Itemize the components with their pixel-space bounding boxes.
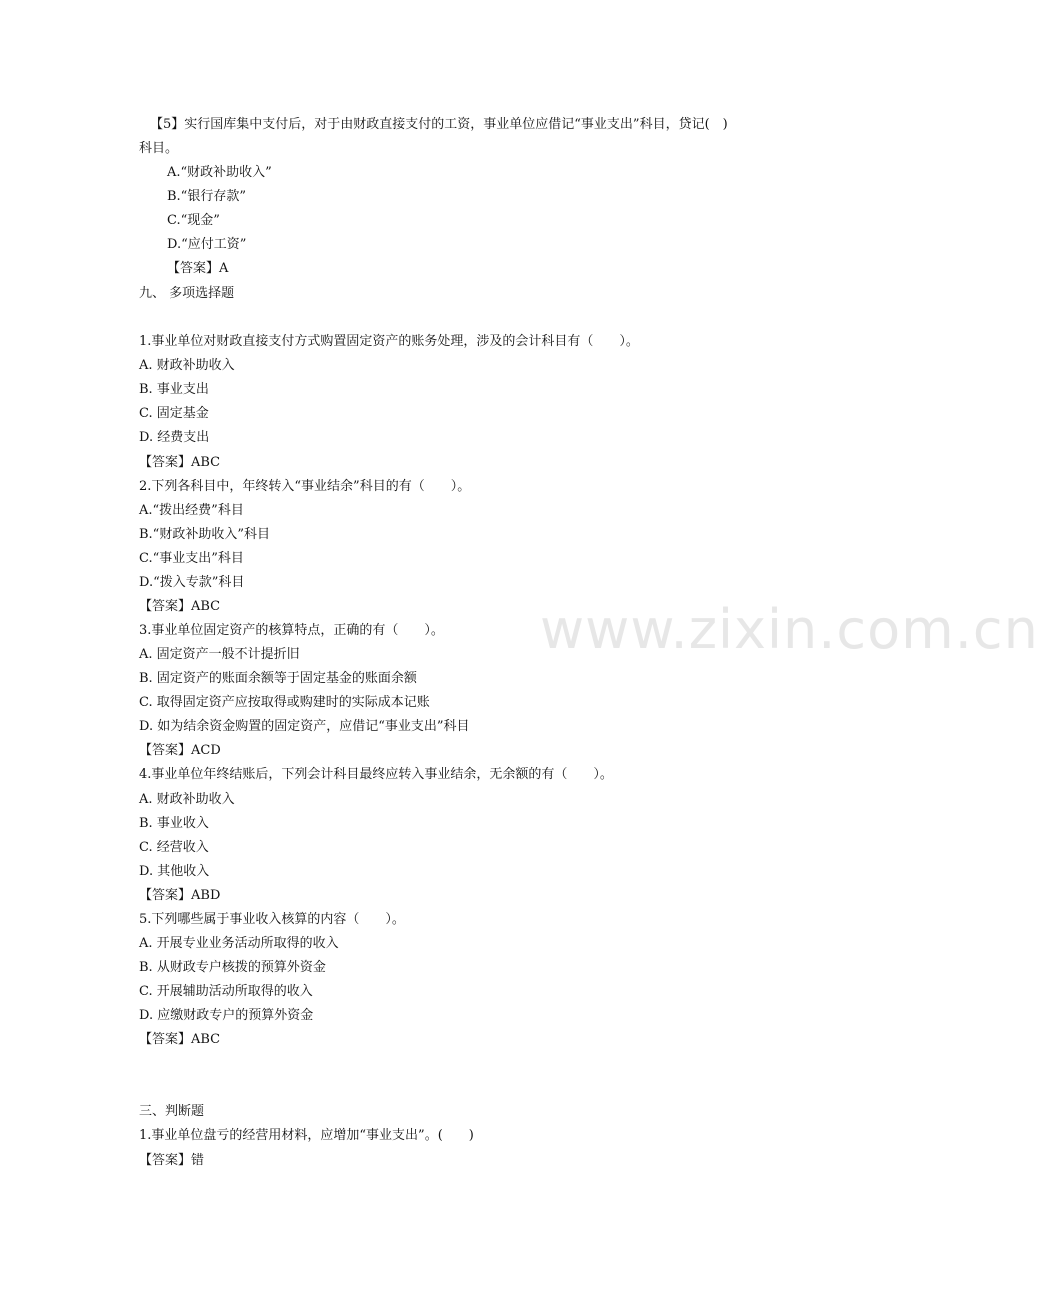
option-b: B. 固定资产的账面余额等于固定基金的账面余额 — [139, 671, 417, 686]
option-c: C. 开展辅助活动所取得的收入 — [139, 984, 313, 999]
option-d: D. 其他收入 — [139, 864, 210, 879]
option-d: D. 如为结余资金购置的固定资产，应借记“事业支出”科目 — [139, 719, 470, 734]
question-stem: 【5】实行国库集中支付后，对于由财政直接支付的工资，事业单位应借记“事业支出”科目，贷记( ) — [150, 117, 728, 132]
option-d: D. 应缴财政专户的预算外资金 — [139, 1008, 314, 1023]
question-stem: 3.事业单位固定资产的核算特点，正确的有（ ）。 — [139, 623, 444, 638]
option-c: C. 固定基金 — [139, 406, 209, 421]
answer: 【答案】ABD — [139, 888, 221, 903]
option-a: A.“财政补助收入” — [167, 165, 272, 180]
option-d: D.“应付工资” — [167, 237, 247, 252]
option-a: A. 开展专业业务活动所取得的收入 — [139, 936, 339, 951]
question-stem-continued: 科目。 — [139, 141, 179, 156]
option-a: A. 财政补助收入 — [139, 792, 235, 807]
option-b: B.“财政补助收入”科目 — [139, 527, 270, 542]
watermark: www.zixin.com.cn — [540, 598, 1039, 661]
question-stem: 1.事业单位盘亏的经营用材料，应增加“事业支出”。( ) — [139, 1128, 474, 1143]
answer: 【答案】A — [167, 261, 229, 276]
answer: 【答案】ABC — [139, 599, 221, 614]
answer: 【答案】错 — [139, 1153, 205, 1168]
option-b: B. 事业收入 — [139, 816, 209, 831]
option-c: C.“现金” — [167, 213, 220, 228]
section-heading-judge: 三、判断题 — [139, 1104, 205, 1119]
option-a: A. 固定资产一般不计提折旧 — [139, 647, 300, 662]
option-c: C.“事业支出”科目 — [139, 551, 244, 566]
option-d: D. 经费支出 — [139, 430, 210, 445]
answer: 【答案】ABC — [139, 455, 221, 470]
question-stem: 2.下列各科目中，年终转入“事业结余”科目的有（ ）。 — [139, 479, 471, 494]
option-a: A. 财政补助收入 — [139, 358, 235, 373]
option-c: C. 取得固定资产应按取得或购建时的实际成本记账 — [139, 695, 430, 710]
question-stem: 4.事业单位年终结账后，下列会计科目最终应转入事业结余，无余额的有（ ）。 — [139, 767, 613, 782]
question-stem: 1.事业单位对财政直接支付方式购置固定资产的账务处理，涉及的会计科目有（ ）。 — [139, 334, 639, 349]
option-a: A.“拨出经费”科目 — [139, 503, 244, 518]
answer: 【答案】ACD — [139, 743, 221, 758]
option-b: B. 从财政专户核拨的预算外资金 — [139, 960, 326, 975]
option-b: B. 事业支出 — [139, 382, 209, 397]
option-d: D.“拨入专款”科目 — [139, 575, 245, 590]
answer: 【答案】ABC — [139, 1032, 221, 1047]
question-stem: 5.下列哪些属于事业收入核算的内容（ ）。 — [139, 912, 405, 927]
section-heading-multi: 九、 多项选择题 — [139, 286, 235, 301]
option-c: C. 经营收入 — [139, 840, 209, 855]
option-b: B.“银行存款” — [167, 189, 246, 204]
